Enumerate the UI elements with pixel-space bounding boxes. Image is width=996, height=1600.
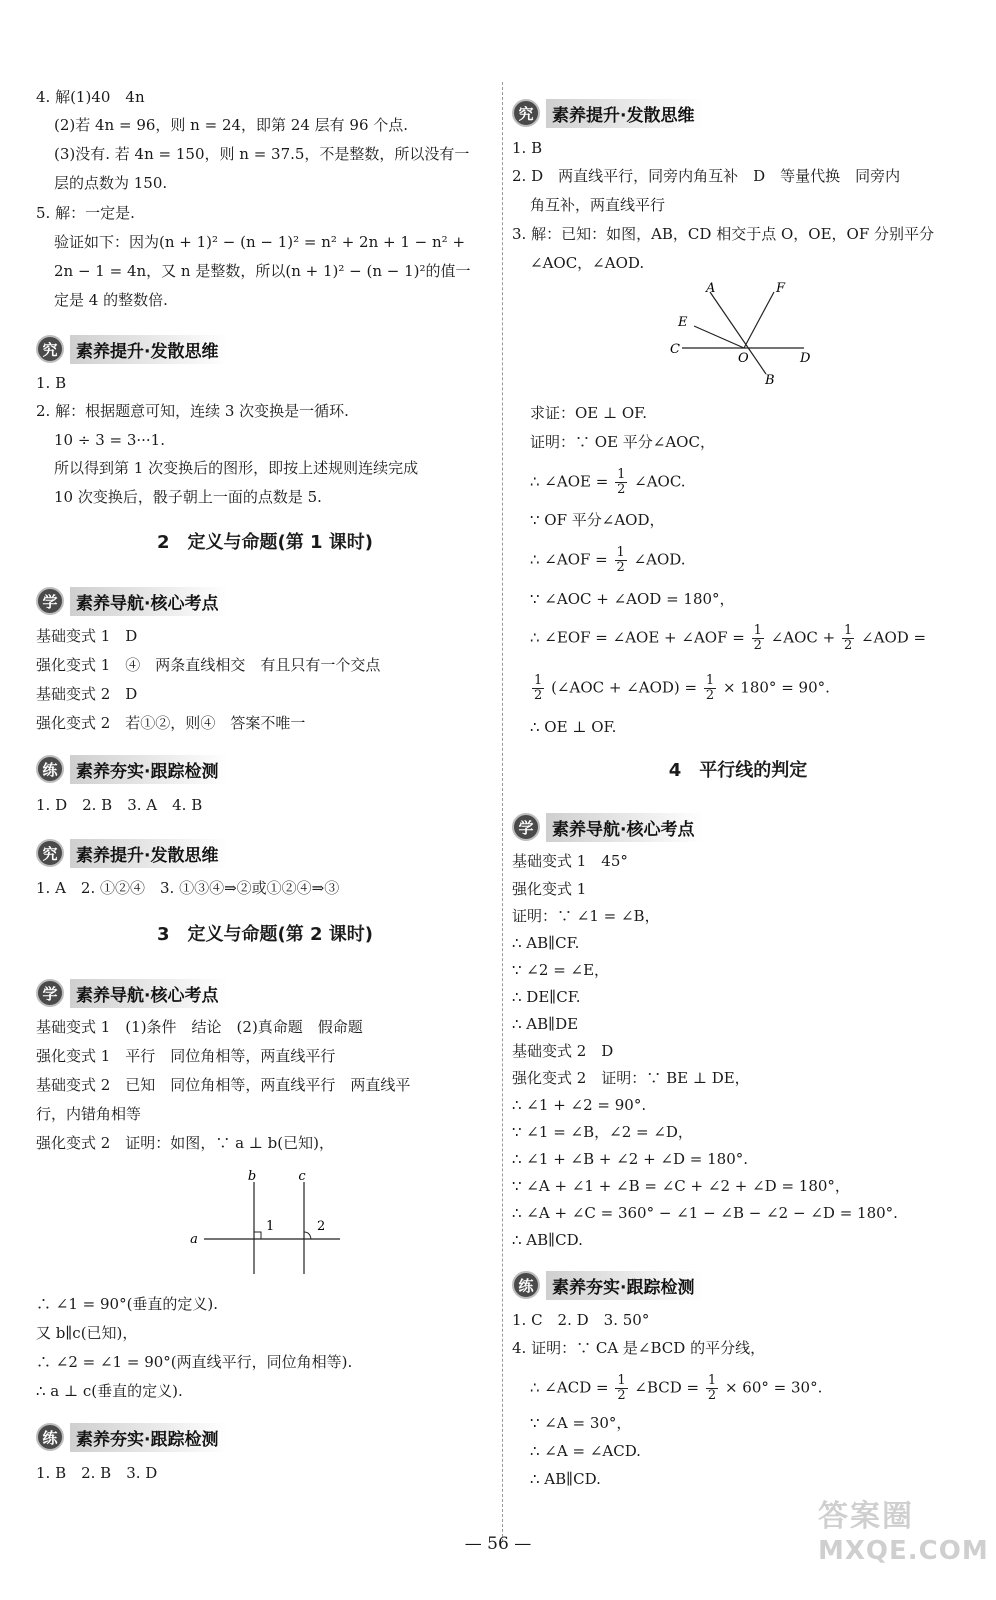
watermark-logo: [818, 1500, 989, 1568]
r1-line-3: 角互补，两直线平行: [530, 196, 666, 214]
ray-OF: [744, 292, 774, 348]
r4-l3-text-a: ∴ ∠ACD =: [530, 1378, 609, 1397]
section-header: [36, 1422, 228, 1452]
fraction-half: [615, 546, 627, 575]
section-badge: 练: [36, 755, 64, 783]
r3-line-6: ∴ DE∥CF.: [512, 988, 581, 1006]
fraction-denominator: 2: [843, 638, 853, 653]
r4-l3-text-b: ∠BCD =: [634, 1378, 700, 1397]
r1-line-4: 3. 解：已知：如图，AB，CD 相交于点 O，OE，OF 分别平分: [512, 225, 934, 243]
r2-line-2: 证明：∵ OE 平分∠AOC，: [530, 433, 715, 451]
perpendicular-lines-figure: [186, 1168, 386, 1284]
fraction-numerator: 1: [843, 623, 853, 638]
s6-line-2: 又 b∥c(已知)，: [36, 1324, 138, 1342]
r2-l7-text-b: ∠AOC +: [770, 628, 836, 647]
fraction-denominator: 2: [753, 638, 762, 653]
r1-line-5: ∠AOC，∠AOD.: [530, 254, 645, 272]
label-O: O: [738, 351, 749, 366]
fraction-denominator: 2: [534, 688, 543, 703]
r2-l3-text-b: ∠AOC.: [634, 472, 686, 491]
r3-line-9: 强化变式 2 证明：∵ BE ⊥ DE，: [512, 1069, 750, 1087]
label-F: F: [776, 281, 786, 296]
s1-line-4: 所以得到第 1 次变换后的图形，即按上述规则连续完成: [54, 459, 419, 477]
r2-line-4: ∵ OF 平分∠AOD，: [530, 511, 665, 529]
section-title: 素养夯实·跟踪检测: [70, 1423, 228, 1452]
s1-line-3: 10 ÷ 3 = 3···1.: [54, 431, 165, 449]
q5-line-4: 定是 4 的整数倍.: [54, 291, 168, 309]
fraction-half: [615, 1374, 627, 1403]
q4-line-4: 层的点数为 150.: [54, 174, 168, 192]
fraction-denominator: 2: [707, 1388, 717, 1403]
section-header: [36, 754, 228, 784]
r2-l3-text-a: ∴ ∠AOE =: [530, 472, 609, 491]
fraction-denominator: 2: [616, 560, 625, 575]
r3-line-5: ∵ ∠2 = ∠E，: [512, 961, 610, 979]
section-header: [36, 334, 228, 364]
r3-line-8: 基础变式 2 D: [512, 1042, 614, 1060]
section-badge: 究: [36, 839, 64, 867]
s5-line-2: 强化变式 1 平行 同位角相等，两直线平行: [36, 1047, 336, 1065]
r2-l7-text-c: ∠AOD =: [861, 628, 927, 647]
label-B: B: [765, 373, 775, 388]
s6-line-4: ∴ a ⊥ c(垂直的定义).: [36, 1382, 183, 1400]
r3-line-15: ∴ AB∥CD.: [512, 1231, 583, 1249]
fraction-half: [706, 1374, 718, 1403]
right-angle-mark: [254, 1232, 261, 1239]
r4-line-3: [530, 1374, 822, 1403]
fraction-denominator: 2: [705, 688, 715, 703]
s1-line-5: 10 次变换后，骰子朝上一面的点数是 5.: [54, 488, 322, 506]
r3-line-4: ∴ AB∥CF.: [512, 934, 580, 952]
s5-line-1: 基础变式 1 (1)条件 结论 (2)真命题 假命题: [36, 1018, 363, 1036]
column-divider: [502, 82, 503, 1542]
s6-line-1: ∴ ∠1 = 90°(垂直的定义).: [36, 1295, 219, 1313]
angle-2-arc: [304, 1232, 311, 1239]
fraction-numerator: 1: [617, 1373, 626, 1388]
label-D: D: [800, 351, 811, 366]
fraction-numerator: 1: [616, 545, 625, 560]
q4-line-2: (2)若 4n = 96，则 n = 24，即第 24 层有 96 个点.: [54, 116, 409, 134]
section-header: [512, 812, 704, 842]
r3-line-14: ∴ ∠A + ∠C = 360° − ∠1 − ∠B − ∠2 − ∠D = 180°.: [512, 1204, 898, 1222]
fraction-denominator: 2: [617, 482, 626, 497]
s1-line-2: 2. 解：根据题意可知，连续 3 次变换是一循环.: [36, 402, 349, 420]
s5-line-4: 行，内错角相等: [36, 1105, 142, 1123]
fraction-numerator: 1: [707, 1373, 717, 1388]
label-E: E: [678, 315, 688, 330]
s5-line-5: 强化变式 2 证明：如图，∵ a ⊥ b(已知)，: [36, 1134, 334, 1152]
fraction-numerator: 1: [617, 467, 626, 482]
label-a: a: [190, 1232, 198, 1247]
s5-line-3: 基础变式 2 已知 同位角相等，两直线平行 两直线平: [36, 1076, 411, 1094]
s2-line-4: 强化变式 2 若①②，则④ 答案不唯一: [36, 714, 306, 732]
section-header: [36, 586, 228, 616]
r3-line-1: 基础变式 1 45°: [512, 852, 628, 870]
q5-line-3: 2n − 1 = 4n，又 n 是整数，所以(n + 1)² − (n − 1)²的值一: [54, 262, 471, 280]
r3-line-2: 强化变式 1: [512, 880, 587, 898]
label-1: 1: [266, 1219, 275, 1234]
r2-line-3: [530, 468, 686, 497]
section-badge: 学: [36, 587, 64, 615]
section-header: [36, 838, 228, 868]
section-title: 素养导航·核心考点: [546, 813, 704, 842]
section-badge: 究: [36, 335, 64, 363]
s7-line-1: 1. B 2. B 3. D: [36, 1464, 158, 1482]
r3-line-11: ∵ ∠1 = ∠B，∠2 = ∠D，: [512, 1123, 693, 1141]
r2-l7-text-a: ∴ ∠EOF = ∠AOE + ∠AOF =: [530, 628, 745, 647]
fraction-numerator: 1: [753, 623, 762, 638]
section-title: 素养提升·发散思维: [70, 839, 228, 868]
q4-line-3: (3)没有. 若 4n = 150，则 n = 37.5，不是整数，所以没有一: [54, 145, 470, 163]
s2-line-2: 强化变式 1 ④ 两条直线相交 有且只有一个交点: [36, 656, 381, 674]
r3-line-13: ∵ ∠A + ∠1 + ∠B = ∠C + ∠2 + ∠D = 180°，: [512, 1177, 850, 1195]
watermark-line-1: 答案圈: [818, 1499, 914, 1534]
q4-line-1: 4. 解(1)40 4n: [36, 88, 145, 106]
r2-l5-text-a: ∴ ∠AOF =: [530, 550, 608, 569]
chapter-heading: 4 平行线的判定: [668, 760, 808, 781]
fraction-numerator: 1: [705, 673, 715, 688]
r4-line-5: ∴ ∠A = ∠ACD.: [530, 1442, 641, 1460]
r2-line-9: ∴ OE ⊥ OF.: [530, 718, 617, 736]
page-number: — 56 —: [464, 1534, 532, 1554]
chapter-heading: 3 定义与命题(第 2 课时): [156, 924, 374, 945]
r1-line-1: 1. B: [512, 139, 543, 157]
section-title: 素养夯实·跟踪检测: [70, 755, 228, 784]
label-c: c: [298, 1169, 306, 1184]
fraction-half: [704, 674, 716, 703]
fraction-denominator: 2: [617, 1388, 626, 1403]
s6-line-3: ∴ ∠2 = ∠1 = 90°(两直线平行，同位角相等).: [36, 1353, 353, 1371]
r2-line-7: [530, 624, 926, 653]
section-badge: 学: [512, 813, 540, 841]
fraction-half: [532, 674, 544, 703]
section-badge: 学: [36, 979, 64, 1007]
section-header: [512, 1270, 704, 1300]
s3-line-1: 1. D 2. B 3. A 4. B: [36, 796, 203, 814]
r4-line-1: 1. C 2. D 3. 50°: [512, 1311, 650, 1329]
section-title: 素养导航·核心考点: [70, 587, 228, 616]
r3-line-3: 证明：∵ ∠1 = ∠B，: [512, 907, 660, 925]
section-title: 素养提升·发散思维: [546, 99, 704, 128]
section-badge: 究: [512, 99, 540, 127]
label-A: A: [706, 281, 716, 296]
s2-line-3: 基础变式 2 D: [36, 685, 138, 703]
fraction-numerator: 1: [534, 673, 543, 688]
r2-l8-text-b: × 180° = 90°.: [722, 678, 830, 697]
label-C: C: [670, 342, 680, 357]
chapter-heading: 2 定义与命题(第 1 课时): [156, 532, 374, 553]
section-title: 素养夯实·跟踪检测: [546, 1271, 704, 1300]
s1-line-1: 1. B: [36, 374, 67, 392]
r2-line-8: [530, 674, 830, 703]
intersecting-lines-figure: [662, 278, 822, 390]
q5-line-1: 5. 解：一定是.: [36, 204, 135, 222]
r2-l8-text-a: (∠AOC + ∠AOD) =: [551, 678, 698, 697]
r4-line-2: 4. 证明：∵ CA 是∠BCD 的平分线，: [512, 1339, 766, 1357]
s4-line-1: 1. A 2. ①②④ 3. ①③④⇒②或①②④⇒③: [36, 879, 340, 897]
r3-line-7: ∴ AB∥DE: [512, 1015, 579, 1033]
r2-line-1: 求证：OE ⊥ OF.: [530, 404, 648, 422]
r2-line-5: [530, 546, 686, 575]
label-b: b: [247, 1169, 257, 1184]
r4-l3-text-c: × 60° = 30°.: [724, 1378, 823, 1397]
label-2: 2: [317, 1219, 326, 1234]
section-title: 素养导航·核心考点: [70, 979, 228, 1008]
section-badge: 练: [512, 1271, 540, 1299]
fraction-half: [752, 624, 764, 653]
r4-line-4: ∵ ∠A = 30°，: [530, 1414, 632, 1432]
r2-l5-text-b: ∠AOD.: [633, 550, 686, 569]
section-title: 素养提升·发散思维: [70, 335, 228, 364]
watermark-line-2: MXQE.COM: [818, 1536, 989, 1566]
fraction-half: [842, 624, 854, 653]
r2-line-6: ∵ ∠AOC + ∠AOD = 180°，: [530, 590, 735, 608]
r3-line-12: ∴ ∠1 + ∠B + ∠2 + ∠D = 180°.: [512, 1150, 749, 1168]
q5-line-2: 验证如下：因为(n + 1)² − (n − 1)² = n² + 2n + 1 − n² +: [54, 233, 466, 251]
fraction-half: [615, 468, 627, 497]
section-header: [36, 978, 228, 1008]
r4-line-6: ∴ AB∥CD.: [530, 1470, 601, 1488]
s2-line-1: 基础变式 1 D: [36, 627, 138, 645]
r3-line-10: ∴ ∠1 + ∠2 = 90°.: [512, 1096, 647, 1114]
ray-OE: [694, 326, 744, 348]
section-header: [512, 98, 704, 128]
r1-line-2: 2. D 两直线平行，同旁内角互补 D 等量代换 同旁内: [512, 167, 901, 185]
section-badge: 练: [36, 1423, 64, 1451]
